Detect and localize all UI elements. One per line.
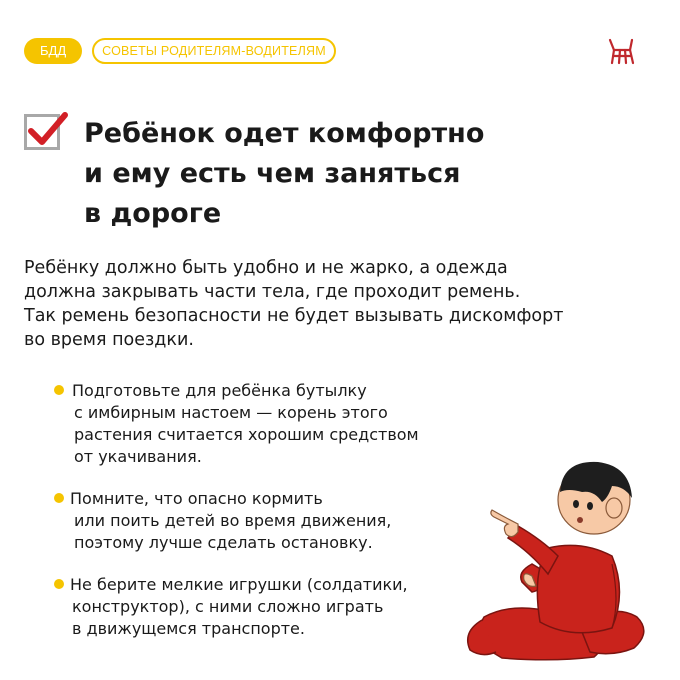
bullet-dot-icon (54, 579, 64, 589)
title-line: Ребёнок одет комфортно (84, 118, 485, 149)
title-line: в дороге (84, 198, 222, 229)
list-item (54, 488, 391, 554)
list-item (54, 574, 408, 640)
title-line: и ему есть чем заняться (84, 158, 461, 189)
bullet-line: от укачивания. (74, 447, 202, 466)
lead-paragraph (24, 256, 664, 352)
bullet-line: или поить детей во время движения, (74, 511, 392, 530)
seated-child-illustration (462, 452, 672, 670)
bullet-line: Подготовьте для ребёнка бутылку (72, 381, 367, 400)
bullet-line: конструктор), с ними сложно играть (72, 597, 384, 616)
page-title (84, 114, 484, 234)
chair-logo-icon (606, 36, 640, 70)
list-item (54, 380, 419, 468)
category-tag: БДД (24, 38, 82, 64)
topic-tag: СОВЕТЫ РОДИТЕЛЯМ-ВОДИТЕЛЯМ (92, 38, 336, 64)
bullet-line: в движущемся транспорте. (72, 619, 305, 638)
bullet-line: Помните, что опасно кормить (70, 489, 323, 508)
bullet-line: с имбирным настоем — корень этого (74, 403, 388, 422)
bullet-dot-icon (54, 493, 64, 503)
bullet-line: растения считается хорошим средством (74, 425, 419, 444)
lead-line: Ребёнку должно быть удобно и не жарко, а одежда (24, 258, 508, 278)
bullet-dot-icon (54, 385, 64, 395)
header-tags (24, 38, 336, 64)
lead-line: во время поездки. (24, 330, 194, 350)
bullet-line: Не берите мелкие игрушки (солдатики, (70, 575, 408, 594)
lead-line: должна закрывать части тела, где проходит ремень. (24, 282, 521, 302)
checkbox-check-icon (24, 114, 60, 150)
lead-line: Так ремень безопасности не будет вызывать дискомфорт (24, 306, 564, 326)
bullet-line: поэтому лучше сделать остановку. (74, 533, 373, 552)
